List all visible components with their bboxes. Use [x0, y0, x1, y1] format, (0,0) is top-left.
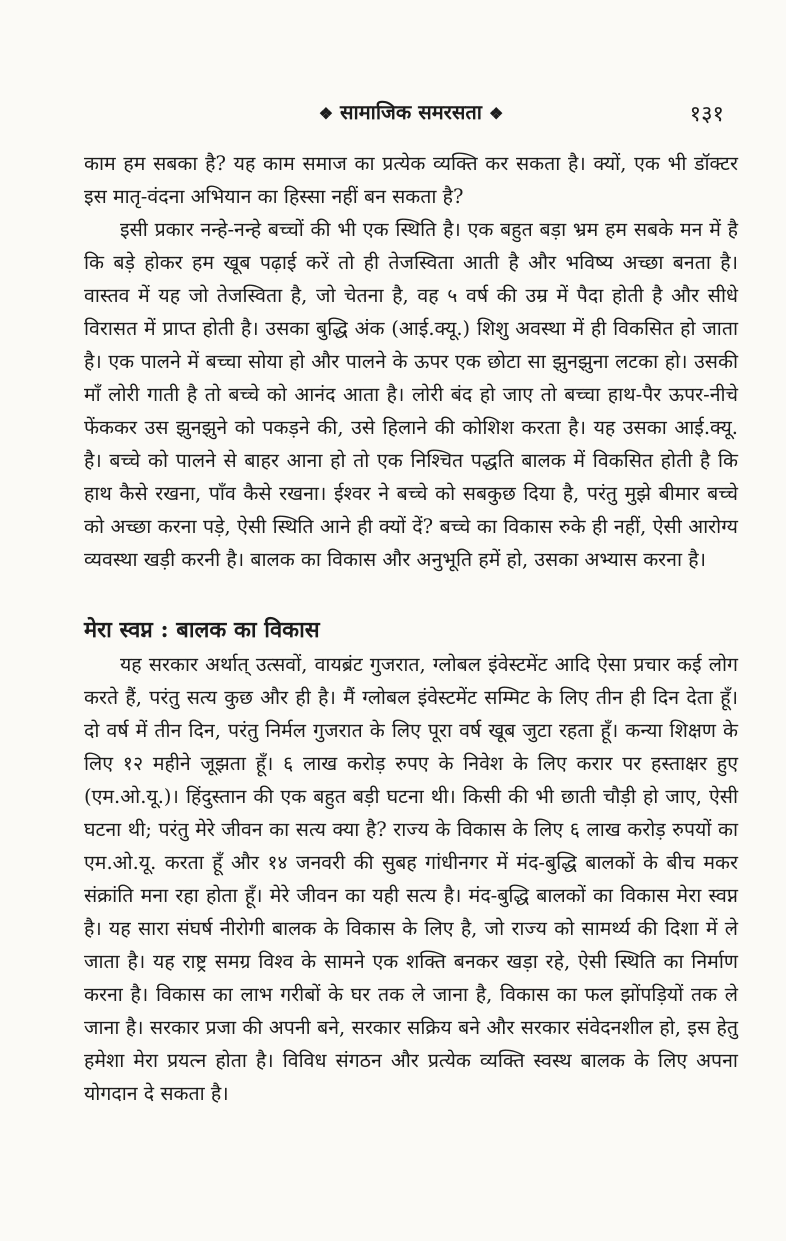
page-number: १३१: [689, 102, 724, 127]
page-header: [84, 98, 738, 138]
section-paragraph: यह सरकार अर्थात् उत्सवों, वायब्रंट गुजरात, ग्लोबल इंवेस्टमेंट आदि ऐसा प्रचार कई लोग करते हैं, परंतु सत्य कुछ और ही है। मैं ग्लोबल इंवेस्टमेंट सम्मिट के लिए तीन ही दिन देता हूँ। दो वर्ष में तीन दिन, परंतु निर्मल गुजरात के लिए पूरा वर्ष खूब जुटा रहता हूँ। कन्या शिक्षण के लिए १२ महीने जूझता हूँ। ६ लाख करोड़ रुपए के निवेश के लिए करार पर हस्ताक्षर हुए (एम.ओ.यू.)। हिंदुस्तान की एक बहुत बड़ी घटना थी। किसी की भी छाती चौड़ी हो जाए, ऐसी घटना थी; परंतु मेरे जीवन का सत्य क्या है? राज्य के विकास के लिए ६ लाख करोड़ रुपयों का एम.ओ.यू. करता हूँ और १४ जनवरी की सुबह गांधीनगर में मंद-बुद्धि बालकों के बीच मकर संक्रांति मना रहा होता हूँ। मेरे जीवन का यही सत्य है। मंद-बुद्धि बालकों का विकास मेरा स्वप्न है। यह सारा संघर्ष नीरोगी बालक के विकास के लिए है, जो राज्य को सामर्थ्य की दिशा में ले जाता है। यह राष्ट्र समग्र विश्व के सामने एक शक्ति बनकर खड़ा रहे, ऐसी स्थिति का निर्माण करना है। विकास का लाभ गरीबों के घर तक ले जाना है, विकास का फल झोंपड़ियों तक ले जाना है। सरकार प्रजा की अपनी बने, सरकार सक्रिय बने और सरकार संवेदनशील हो, इस हेतु हमेशा मेरा प्रयत्न होता है। विविध संगठन और प्रत्येक व्यक्ति स्वस्थ बालक के लिए अपना योगदान दे सकता है।: [84, 653, 738, 1105]
running-title: [84, 98, 738, 125]
running-title-text: सामाजिक समरसता: [340, 100, 482, 124]
section-heading: मेरा स्वप्न : बालक का विकास: [84, 617, 320, 643]
page-body: [84, 147, 738, 1110]
ornament-right-icon: ❖: [488, 104, 504, 123]
paragraph: इसी प्रकार नन्हे-नन्हे बच्चों की भी एक स्थिति है। एक बहुत बड़ा भ्रम हम सबके मन में है कि बड़े होकर हम खूब पढ़ाई करें तो ही तेजस्विता आती है और भविष्य अच्छा बनता है। वास्तव में यह जो तेजस्विता है, जो चेतना है, वह ५ वर्ष की उम्र में पैदा होती है और सीधे विरासत में प्राप्त होती है। उसका बुद्धि अंक (आई.क्यू.) शिशु अवस्था में ही विकसित हो जाता है। एक पालने में बच्चा सोया हो और पालने के ऊपर एक छोटा सा झुनझुना लटका हो। उसकी माँ लोरी गाती है तो बच्चे को आनंद आता है। लोरी बंद हो जाए तो बच्चा हाथ-पैर ऊपर-नीचे फेंककर उस झुनझुने को पकड़ने की, उसे हिलाने की कोशिश करता है। यह उसका आई.क्यू. है। बच्चे को पालने से बाहर आना हो तो एक निश्चित पद्धति बालक में विकसित होती है कि हाथ कैसे रखना, पाँव कैसे रखना। ईश्वर ने बच्चे को सबकुछ दिया है, परंतु मुझे बीमार बच्चे को अच्छा करना पड़े, ऐसी स्थिति आने ही क्यों दें? बच्चे का विकास रुके ही नहीं, ऐसी आरोग्य व्यवस्था खड़ी करनी है। बालक का विकास और अनुभूति हमें हो, उसका अभ्यास करना है।: [84, 218, 738, 571]
paragraph-continuation: काम हम सबका है? यह काम समाज का प्रत्येक व्यक्ति कर सकता है। क्यों, एक भी डॉक्टर इस मातृ-वंदना अभियान का हिस्सा नहीं बन सकता है?: [84, 152, 738, 208]
ornament-left-icon: ❖: [318, 104, 334, 123]
